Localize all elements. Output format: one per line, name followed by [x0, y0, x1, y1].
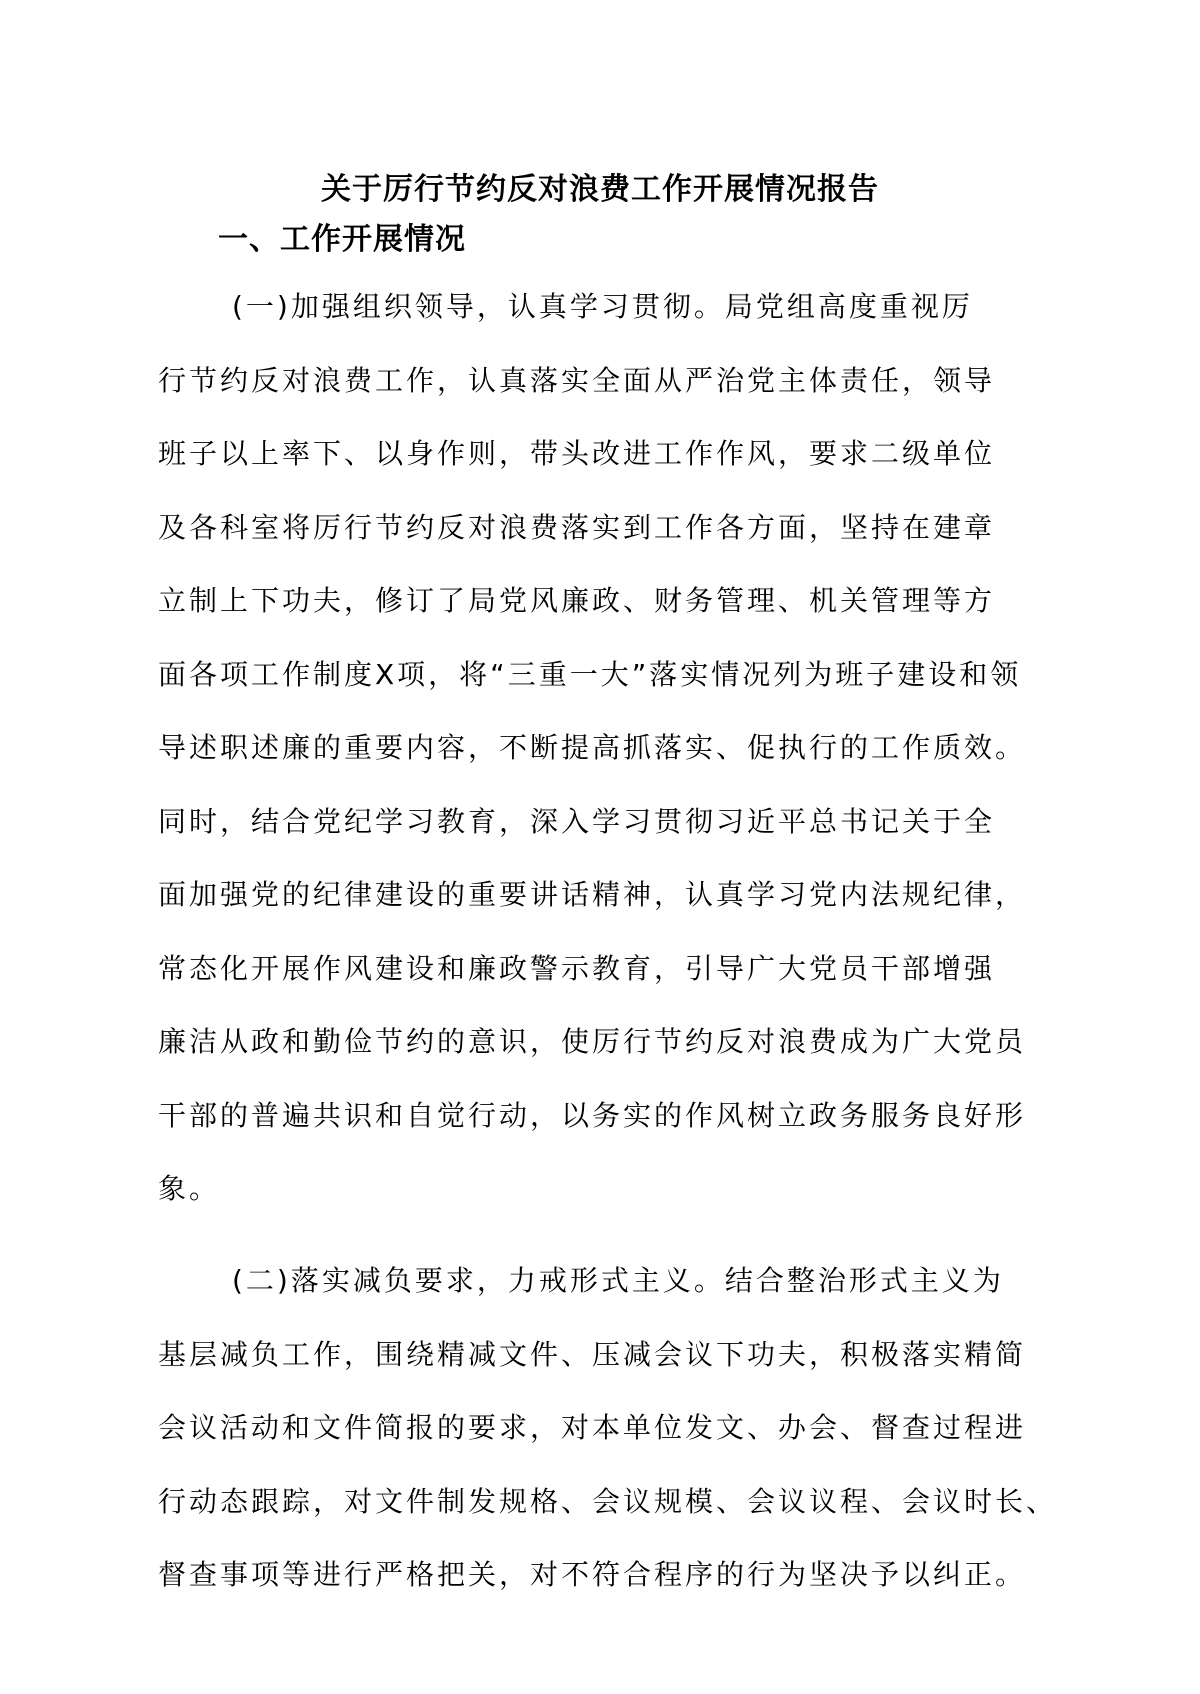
paragraph-2 — [158, 1244, 1098, 1612]
paragraph-line: 同时，结合党纪学习教育，深入学习贯彻习近平总书记关于全 — [158, 804, 996, 838]
paragraph-1 — [158, 270, 1098, 1226]
paragraph-line: 廉洁从政和勤俭节约的意识，使厉行节约反对浪费成为广大党员 — [158, 1025, 1027, 1058]
paragraph-line: 督查事项等进行严格把关，对不符合程序的行为坚决予以纠正。 — [158, 1558, 1027, 1591]
paragraph-line: 面各项工作制度X项，将“三重一大”落实情况列为班子建设和领 — [158, 657, 1022, 691]
paragraph-line: 行动态跟踪，对文件制发规格、会议规模、会议议程、会议时长、 — [158, 1484, 1058, 1518]
paragraph-line: 基层减负工作，围绕精减文件、压减会议下功夫，积极落实精简 — [158, 1337, 1027, 1371]
paragraph-line: 及各科室将厉行节约反对浪费落实到工作各方面，坚持在建章 — [158, 510, 996, 544]
paragraph-line: 象。 — [158, 1172, 221, 1205]
paragraph-line: 面加强党的纪律建设的重要讲话精神，认真学习党内法规纪律， — [158, 878, 1027, 911]
paragraph-line: 班子以上率下、以身作则，带头改进工作作风，要求二级单位 — [158, 437, 996, 470]
paragraph-line: 立制上下功夫，修订了局党风廉政、财务管理、机关管理等方 — [158, 584, 996, 617]
paragraph-line: 常态化开展作风建设和廉政警示教育，引导广大党员干部增强 — [158, 951, 996, 985]
paragraph-line: 行节约反对浪费工作，认真落实全面从严治党主体责任，领导 — [158, 363, 996, 397]
paragraph-line: 干部的普遍共识和自觉行动，以务实的作风树立政务服务良好形 — [158, 1098, 1027, 1132]
paragraph-line: 会议活动和文件简报的要求，对本单位发文、办会、督查过程进 — [158, 1411, 1027, 1444]
paragraph-line: (二)落实减负要求，力戒形式主义。结合整治形式主义为 — [232, 1264, 1004, 1297]
paragraph-line: (一)加强组织领导，认真学习贯彻。局党组高度重视厉 — [232, 290, 973, 323]
document-title: 关于厉行节约反对浪费工作开展情况报告 — [321, 172, 879, 207]
paragraph-line: 导述职述廉的重要内容，不断提高抓落实、促执行的工作质效。 — [158, 731, 1027, 764]
section-heading: 一、工作开展情况 — [218, 222, 466, 257]
